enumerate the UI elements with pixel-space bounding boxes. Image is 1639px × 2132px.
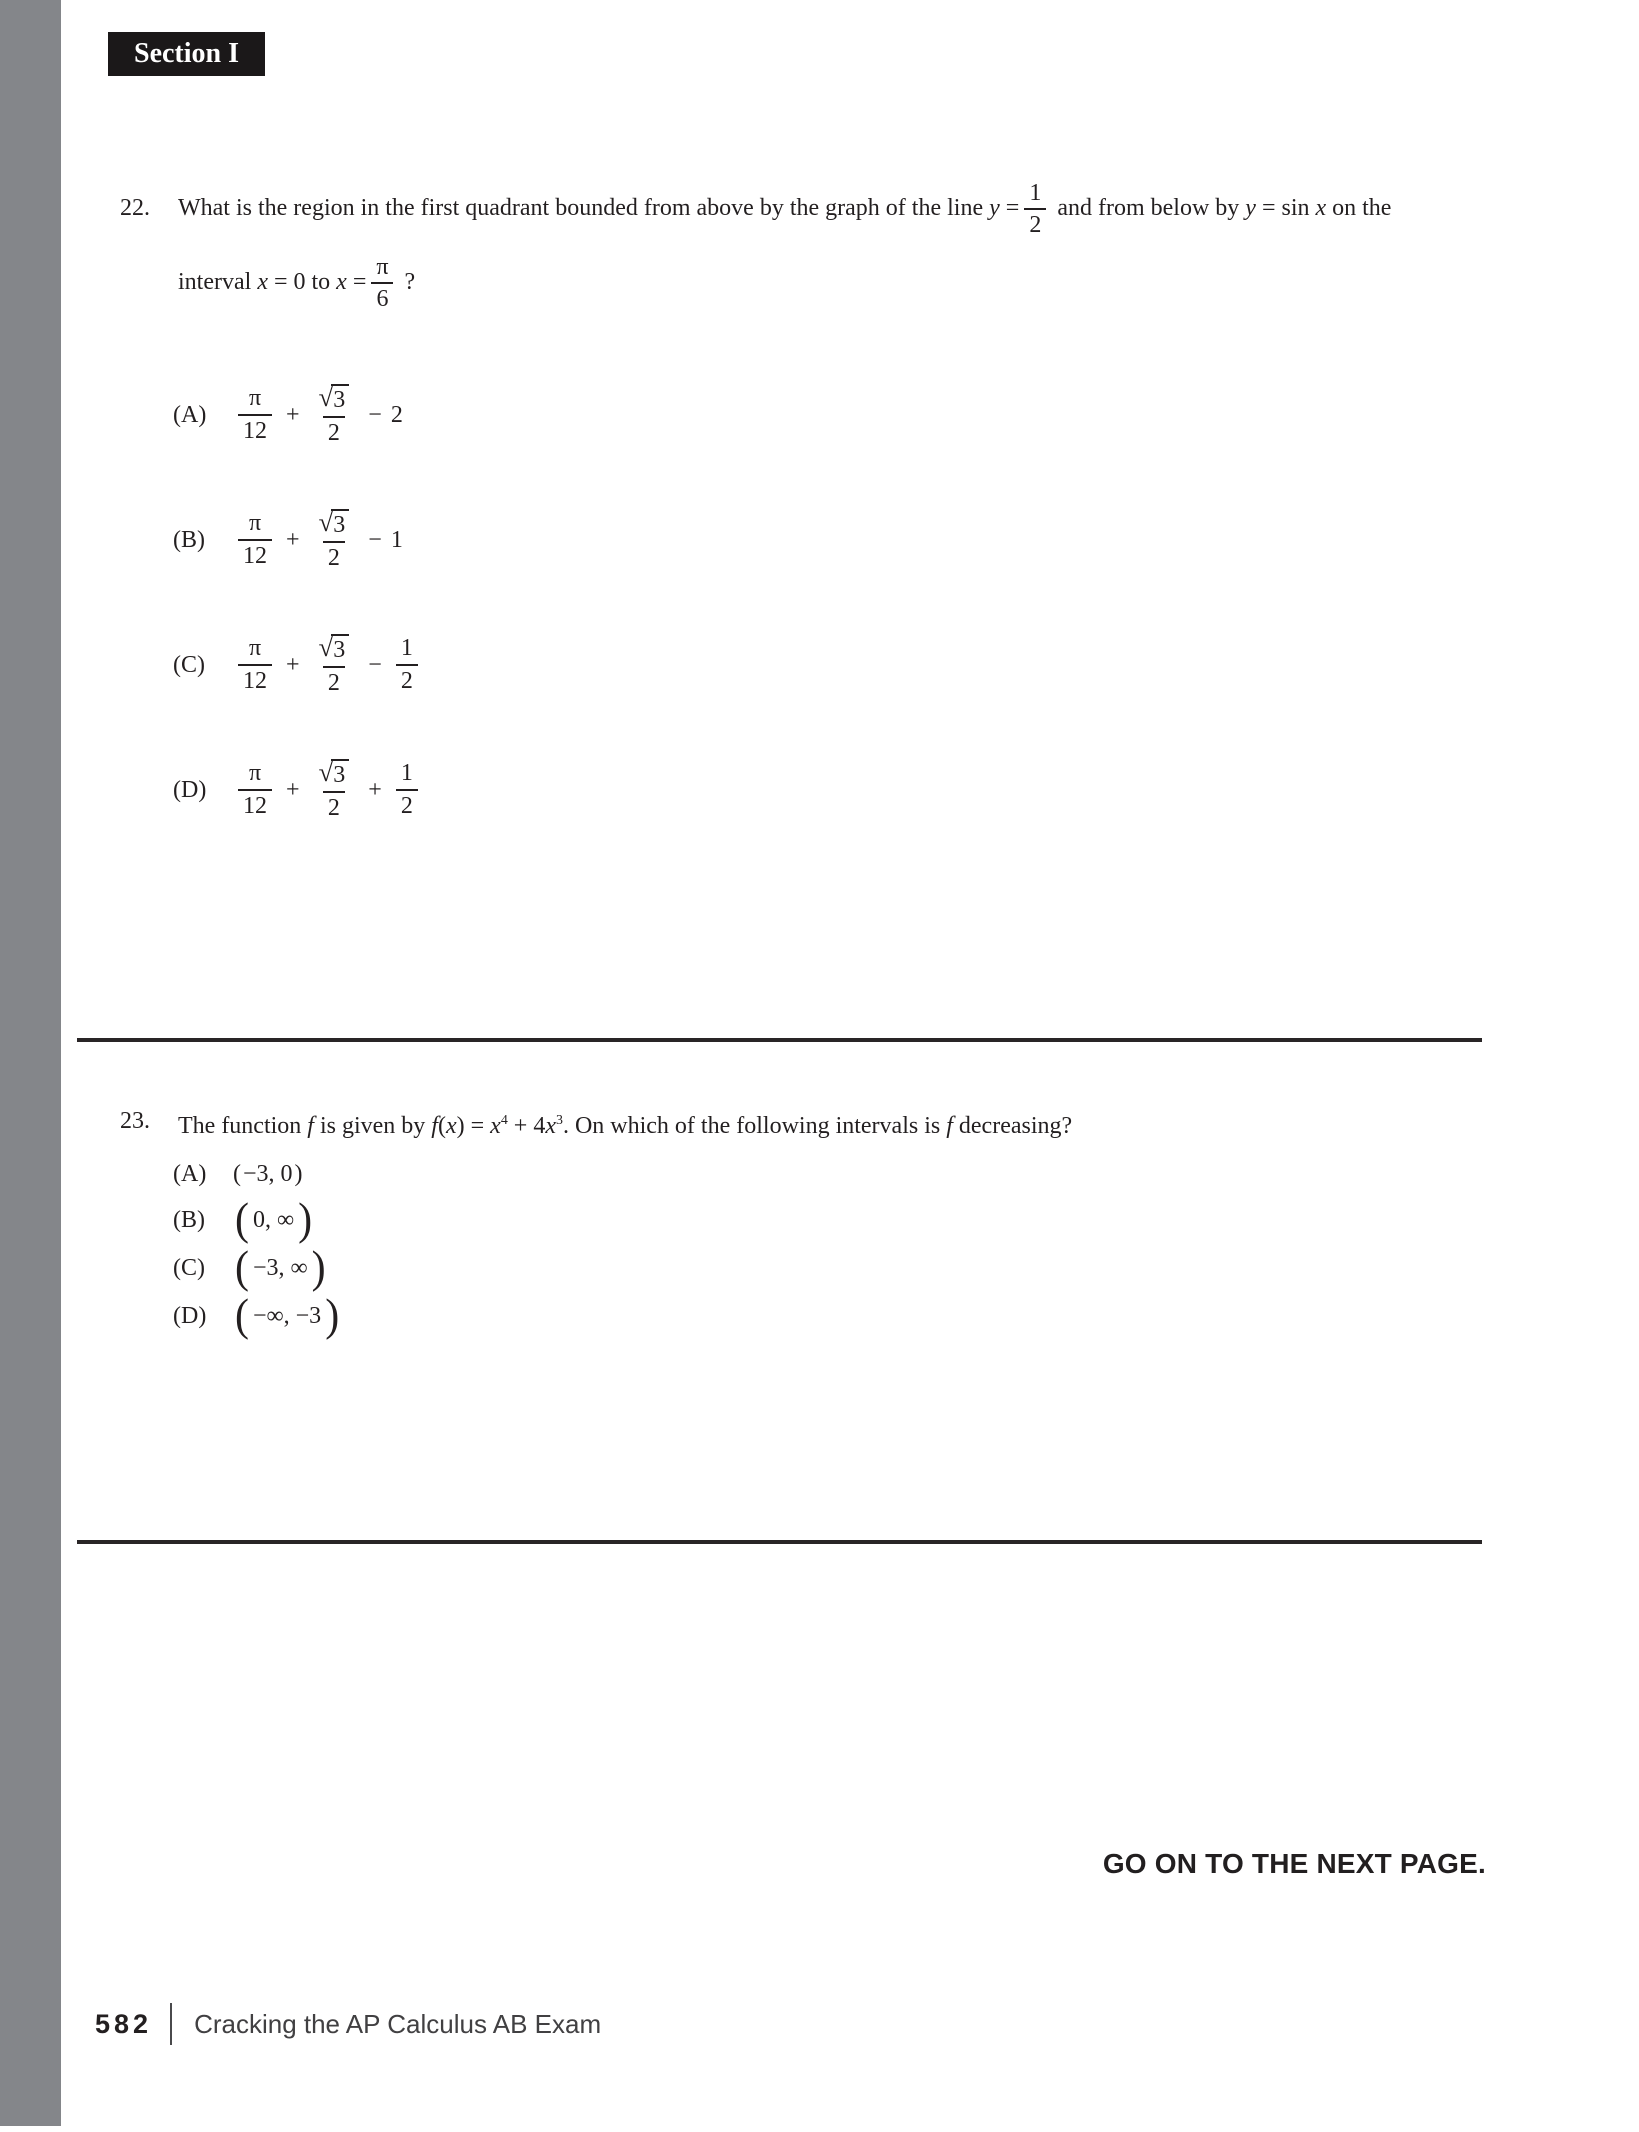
fraction-numerator: 1 (400, 635, 413, 662)
question-23-stem (178, 1104, 1072, 1143)
plus-operator: + (286, 401, 300, 428)
radical-sign: √ (318, 382, 334, 413)
fraction-pi-twelfths (238, 511, 272, 568)
fraction-numerator: π (248, 635, 262, 662)
radical (319, 634, 350, 663)
plus-operator: + (368, 776, 382, 803)
var-x: x (545, 1113, 556, 1139)
paren-close: ) (325, 1291, 340, 1341)
section-label: Section I (134, 38, 239, 69)
interval-value: −3, ∞ (253, 1254, 308, 1281)
choice-label: (A) (173, 1160, 207, 1187)
paren-open: ( (235, 1291, 249, 1341)
book-title: Cracking the AP Calculus AB Exam (194, 2008, 602, 2039)
fraction-denominator: 2 (323, 791, 345, 821)
footer-divider (170, 2003, 172, 2045)
radicand: 3 (331, 384, 349, 413)
exponent-3: 3 (555, 1113, 563, 1128)
fraction-pi-twelfths (238, 761, 272, 818)
plus-operator: + (286, 526, 300, 553)
var-f: f (946, 1113, 953, 1139)
question-23 (120, 1104, 1072, 1143)
page-number: 582 (95, 2008, 153, 2039)
paren-open: ( (233, 1160, 241, 1187)
q23-choice-a (173, 1152, 303, 1196)
radical (319, 759, 350, 788)
question-23-number: 23. (120, 1108, 150, 1134)
section-divider (77, 1038, 1482, 1042)
page-edge-strip (0, 0, 61, 2126)
equals-sign: = (352, 269, 367, 295)
var-x: x (445, 1113, 457, 1139)
stem-text: = 0 to (273, 269, 331, 295)
radicand: 3 (331, 634, 349, 663)
fraction-denominator: 12 (238, 414, 272, 444)
minus-operator: − (368, 651, 382, 678)
q23-choice-d (173, 1288, 341, 1344)
radical-sign: √ (318, 632, 334, 663)
stem-text: The function (178, 1113, 308, 1139)
fraction-numerator: 1 (400, 760, 413, 787)
choice-label: (A) (173, 401, 207, 428)
fraction-denominator: 6 (371, 282, 393, 312)
plus-operator: + (286, 651, 300, 678)
radical (319, 509, 350, 538)
interval-value: 0, ∞ (253, 1206, 295, 1233)
paren-open: ( (235, 1243, 249, 1293)
fraction-pi-twelfths (238, 636, 272, 693)
choice-label: (C) (173, 1254, 205, 1281)
fraction-sqrt3-over-2 (314, 634, 355, 695)
equals-sign: = (1005, 195, 1020, 221)
page-footer (95, 2002, 601, 2046)
paren-open: ( (437, 1113, 446, 1139)
var-y: y (989, 195, 1000, 221)
fraction-denominator: 12 (238, 539, 272, 569)
section-badge (108, 32, 265, 76)
interval-value: −∞, −3 (253, 1302, 322, 1329)
fraction-one-half (1024, 181, 1046, 238)
fraction-denominator: 12 (238, 664, 272, 694)
paren-close: ) (294, 1160, 303, 1187)
radical-sign: √ (318, 507, 334, 538)
question-22-stem-line-1 (178, 166, 1391, 250)
stem-text: decreasing? (952, 1113, 1073, 1139)
var-y: y (1245, 195, 1256, 221)
stem-text: on the (1326, 195, 1392, 221)
q22-choice-c (173, 628, 423, 702)
question-22 (120, 166, 1391, 314)
q22-choice-a (173, 378, 403, 452)
paren-close: ) (311, 1243, 326, 1293)
choice-label: (B) (173, 526, 205, 553)
fraction-numerator: 1 (1029, 179, 1042, 206)
fraction-one-half (396, 636, 418, 693)
choice-tail-value: 1 (390, 526, 403, 553)
var-f: f (431, 1113, 438, 1139)
question-mark: ? (404, 269, 416, 295)
fraction-numerator: π (248, 510, 262, 537)
var-x: x (336, 269, 347, 295)
fraction-denominator: 2 (323, 416, 345, 446)
choice-label: (C) (173, 651, 205, 678)
var-x: x (257, 269, 268, 295)
minus-operator: − (368, 526, 382, 553)
equals-sign: = (464, 1113, 491, 1139)
var-x: x (1315, 195, 1327, 221)
go-on-instruction: GO ON TO THE NEXT PAGE. (1102, 1848, 1486, 1879)
choice-tail-value: 2 (390, 401, 403, 428)
choice-label: (B) (173, 1206, 205, 1233)
fraction-sqrt3-over-2 (314, 384, 355, 445)
paren-close: ) (298, 1195, 313, 1245)
paren-open: ( (235, 1195, 249, 1245)
fraction-numerator: π (376, 253, 389, 280)
fraction-pi-sixths (371, 255, 393, 312)
question-22-stem (178, 166, 1391, 314)
fraction-denominator: 2 (323, 541, 345, 571)
exponent-4: 4 (500, 1113, 508, 1128)
fraction-sqrt3-over-2 (314, 509, 355, 570)
radical (319, 384, 350, 413)
stem-text: What is the region in the first quadrant bounded from above by the graph of the line (178, 195, 990, 221)
stem-text: and from below by (1051, 195, 1246, 221)
stem-text: interval (178, 269, 258, 295)
fraction-denominator: 12 (238, 789, 272, 819)
radical-sign: √ (318, 757, 334, 788)
choice-label: (D) (173, 776, 207, 803)
var-f: f (307, 1113, 314, 1139)
section-divider (77, 1540, 1482, 1544)
stem-text: is given by (313, 1113, 432, 1139)
minus-operator: − (368, 401, 382, 428)
stem-text: + 4 (507, 1113, 546, 1139)
question-22-number: 22. (120, 195, 150, 221)
plus-operator: + (286, 776, 300, 803)
interval-value: −3, 0 (243, 1160, 293, 1187)
fraction-one-half (396, 761, 418, 818)
fraction-pi-twelfths (238, 386, 272, 443)
stem-text: = sin (1261, 195, 1310, 221)
fraction-numerator: π (248, 760, 262, 787)
var-x: x (490, 1113, 501, 1139)
question-22-stem-line-2 (178, 250, 1391, 314)
stem-text: . On which of the following intervals is (562, 1113, 947, 1139)
fraction-denominator: 2 (396, 789, 418, 819)
radicand: 3 (331, 509, 349, 538)
fraction-numerator: π (248, 385, 262, 412)
q22-choice-b (173, 503, 403, 577)
fraction-denominator: 2 (396, 664, 418, 694)
paren-close: ) (456, 1113, 465, 1139)
fraction-denominator: 2 (1024, 208, 1046, 238)
choice-label: (D) (173, 1302, 207, 1329)
q22-choice-d (173, 753, 423, 827)
fraction-sqrt3-over-2 (314, 759, 355, 820)
radicand: 3 (331, 759, 349, 788)
fraction-denominator: 2 (323, 666, 345, 696)
